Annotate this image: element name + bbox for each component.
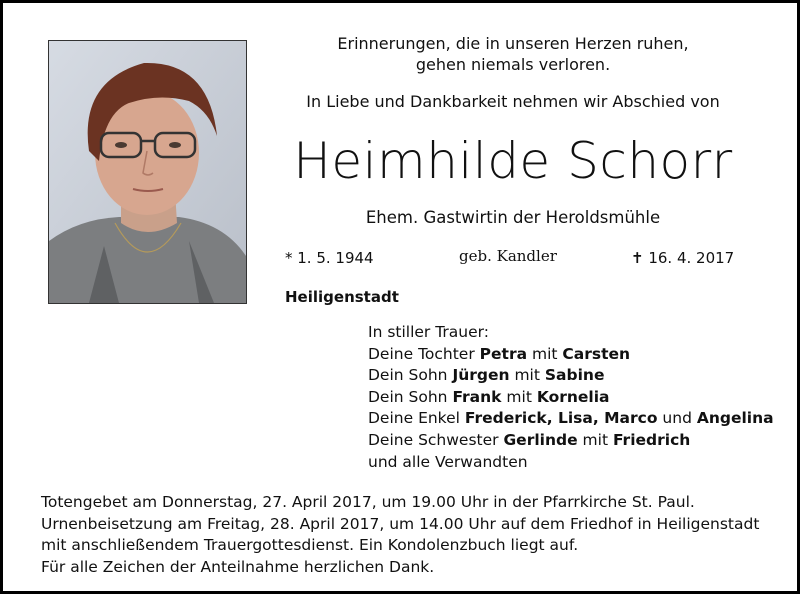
birth-date: * 1. 5. 1944 [285, 249, 374, 267]
footer-line: Totengebet am Donnerstag, 27. April 2017, um 19.00 Uhr in der Pfarrkirche St. Paul. [41, 493, 695, 511]
deceased-occupation: Ehem. Gastwirtin der Heroldsmühle [365, 208, 661, 227]
footer-line: Urnenbeisetzung am Freitag, 28. April 2017, um 14.00 Uhr auf dem Friedhof in Heiligenstadt [41, 514, 760, 533]
footer-line: Für alle Zeichen der Anteilnahme herzlichen Dank. [41, 557, 435, 576]
service-details [41, 492, 781, 578]
hometown: Heiligenstadt [285, 288, 399, 306]
mourner-line: Dein Sohn Jürgen mit Sabine [368, 366, 605, 385]
motto-line-1: Erinnerungen, die in unseren Herzen ruhen, [337, 34, 689, 53]
footer-line: mit anschließendem Trauergottesdienst. Ein Kondolenzbuch liegt auf. [41, 536, 579, 554]
portrait-image [49, 41, 246, 303]
portrait-photo [48, 40, 247, 304]
mourners-header: In stiller Trauer: [368, 323, 489, 341]
maiden-name: geb. Kandler [459, 247, 557, 265]
deceased-name: Heimhilde Schorr [293, 132, 733, 190]
mourners-list [368, 322, 774, 473]
mourners-closing: und alle Verwandten [368, 452, 528, 471]
intro-text: In Liebe und Dankbarkeit nehmen wir Abschied von [306, 92, 720, 111]
mourner-line: Dein Sohn Frank mit Kornelia [368, 387, 610, 406]
motto-line-2: gehen niemals verloren. [415, 55, 611, 74]
death-date: ✝ 16. 4. 2017 [631, 249, 735, 267]
mourner-line: Deine Schwester Gerlinde mit Friedrich [368, 430, 691, 449]
mourner-line: Deine Enkel Frederick, Lisa, Marco und Angelina [368, 409, 774, 428]
mourner-line: Deine Tochter Petra mit Carsten [368, 344, 631, 363]
